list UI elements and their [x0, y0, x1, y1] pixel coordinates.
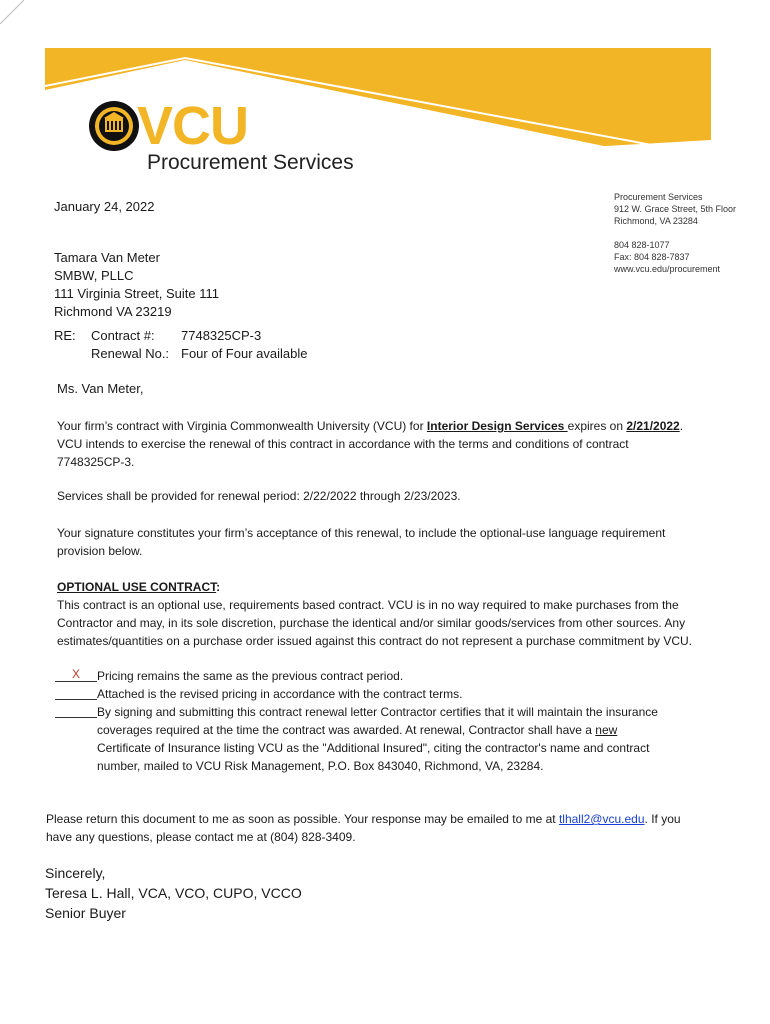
signer-name: Teresa L. Hall, VCA, VCO, CUPO, VCCO [45, 885, 302, 901]
department-name: Procurement Services [147, 151, 354, 174]
option-1-checkbox[interactable] [55, 668, 97, 682]
para1-line3: 7748325CP-3. [57, 455, 135, 469]
recipient-street: 111 Virginia Street, Suite 111 [54, 286, 220, 301]
return-address [614, 191, 736, 275]
contract-number: 7748325CP-3 [181, 328, 262, 343]
para3-line2: provision below. [57, 544, 143, 558]
signer-title: Senior Buyer [45, 905, 126, 921]
return-city: Richmond, VA 23284 [614, 216, 698, 226]
option-3-line4: number, mailed to VCU Risk Management, P.O. Box 843040, Richmond, VA, 23284. [97, 759, 544, 773]
closing-text-b: . If you [644, 812, 681, 826]
signature-block [45, 863, 302, 923]
email-link[interactable]: tlhall2@vcu.edu [558, 812, 645, 826]
closing-line2: have any questions, please contact me at (804) 828-3409. [46, 830, 356, 844]
option-3-new: new [595, 723, 618, 737]
closing-word: Sincerely, [45, 865, 106, 881]
renewal-options [55, 667, 755, 775]
optional-use-colon: : [216, 580, 221, 594]
recipient-name: Tamara Van Meter [54, 250, 160, 265]
optional-use-section [57, 578, 692, 650]
para3-line1: Your signature constitutes your firm’s acceptance of this renewal, to include the optional-use language requirement [57, 526, 666, 540]
service-name: Interior Design Services [426, 419, 568, 433]
renewal-label: Renewal No.: [91, 346, 170, 361]
closing-paragraph [46, 810, 681, 846]
return-street: 912 W. Grace Street, 5th Floor [614, 204, 737, 214]
para1-text-c: . [679, 419, 684, 433]
optional-line3: estimates/quantities on a purchase order issued against this contract do not represent a purchase commitment by VCU. [57, 634, 692, 648]
option-1-mark: X [71, 667, 80, 681]
option-3-line3: Certificate of Insurance listing VCU as the "Additional Insured", citing the contractor's name and contract [97, 741, 650, 755]
option-2-text: Attached is the revised pricing in accordance with the contract terms. [97, 687, 463, 701]
return-web: www.vcu.edu/procurement [614, 264, 721, 274]
para1-line2: VCU intends to exercise the renewal of this contract in accordance with the terms and conditions of contract [57, 437, 629, 451]
expiry-date: 2/21/2022 [626, 419, 680, 433]
option-3-line2: coverages required at the time the contract was awarded. At renewal, Contractor shall have a [97, 723, 596, 737]
recipient-city: Richmond VA 23219 [54, 304, 172, 319]
return-phone: 804 828-1077 [614, 240, 670, 250]
option-3-checkbox[interactable] [55, 704, 97, 718]
contract-label: Contract #: [91, 328, 155, 343]
re-block [54, 327, 354, 367]
paragraph-acceptance [57, 524, 665, 560]
renewal-value: Four of Four available [181, 346, 308, 361]
optional-use-heading: OPTIONAL USE CONTRACT [57, 580, 217, 594]
page-corner-fold [0, 0, 24, 24]
return-fax: Fax: 804 828-7837 [614, 252, 690, 262]
salutation: Ms. Van Meter, [57, 381, 144, 396]
university-seal-icon [88, 100, 140, 152]
re-label: RE: [54, 328, 76, 343]
para1-text-a: Your firm’s contract with Virginia Commonwealth University (VCU) for [57, 419, 427, 433]
option-1-text: Pricing remains the same as the previous contract period. [97, 669, 404, 683]
closing-text-a: Please return this document to me as soon as possible. Your response may be emailed to me at [46, 812, 559, 826]
option-2-checkbox[interactable] [55, 686, 97, 700]
option-3-line1: By signing and submitting this contract renewal letter Contractor certifies that it will maintain the insurance [97, 705, 658, 719]
vcu-logo-text: VCU [137, 96, 249, 156]
recipient-company: SMBW, PLLC [54, 268, 134, 283]
renewal-period: Services shall be provided for renewal period: 2/22/2022 through 2/23/2023. [57, 489, 461, 503]
paragraph-contract [57, 417, 737, 471]
para1-text-b: expires on [567, 419, 627, 433]
letter-date: January 24, 2022 [54, 199, 155, 214]
return-dept: Procurement Services [614, 192, 703, 202]
optional-line2: Contractor and may, in its sole discretion, purchase the identical and/or similar goods/services from other sources. Any [57, 616, 686, 630]
recipient-block [54, 249, 219, 321]
optional-line1: This contract is an optional use, requirements based contract. VCU is in no way required to make purchases from the [57, 598, 679, 612]
